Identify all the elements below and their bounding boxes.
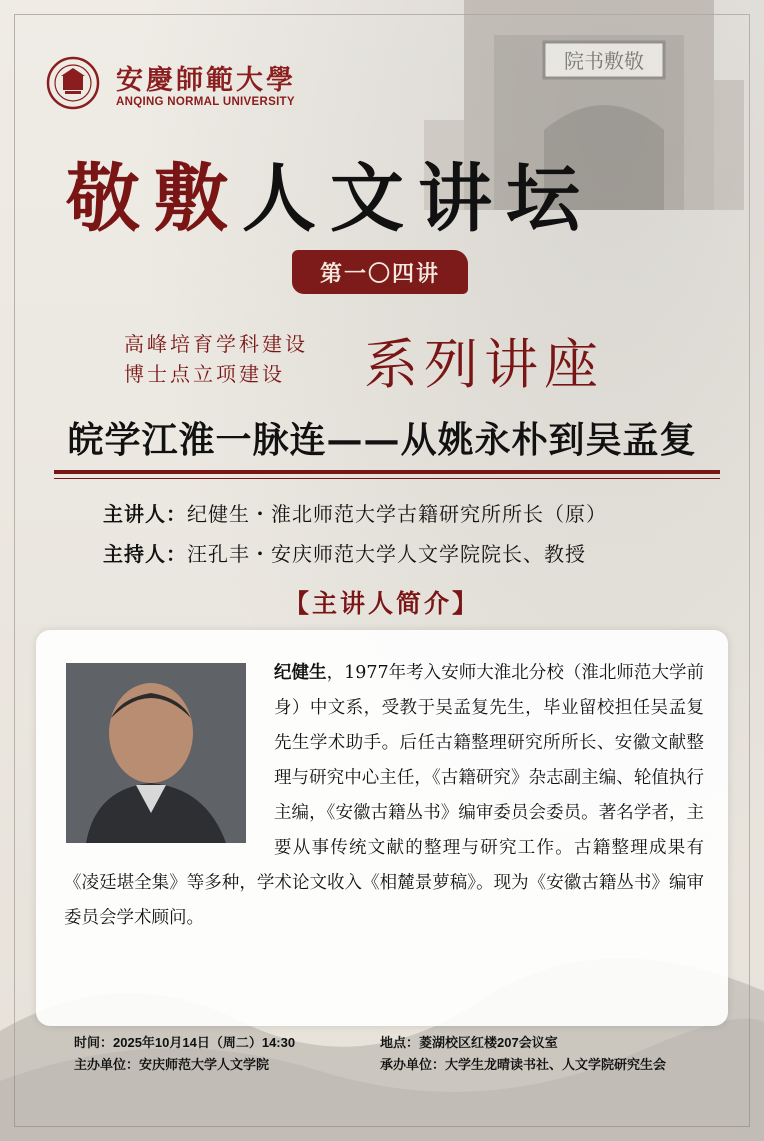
speaker-line xyxy=(103,498,607,527)
bio-card xyxy=(36,630,728,1026)
forum-title xyxy=(66,140,594,246)
series-label: 系列讲座 xyxy=(364,333,604,396)
event-time: 时间：2025年10月14日（周二）14:30 xyxy=(74,1035,296,1050)
speaker-value: 纪健生・淮北师范大学古籍研究所所长（原） xyxy=(187,502,607,526)
host-label: 主持人： xyxy=(103,542,187,566)
photo-space xyxy=(64,656,274,866)
bio-body: ，1977年考入安师大淮北分校（淮北师范大学前身）中文系，受教于吴孟复先生，毕业留校担任吴孟复先生学术助手。后任古籍整理研究所所长、安徽文献整理与研究中心主任，《古籍研究》杂志副主编、轮值执行主编，《安徽古籍丛书》编审委员会委员。著名学者，主要从事传统文献的整理与研究工作。古籍整理成果有《凌廷堪全集》等多种，学术论文收入《相麓景萝稿》。现为《安徽古籍丛书》编审委员会学术顾问。 xyxy=(64,663,704,928)
lecture-title: 皖学江淮一脉连——从姚永朴到吴孟复 xyxy=(67,419,697,461)
subtitle-1: 高峰培育学科建设 xyxy=(124,332,308,356)
episode-seal: 第一〇四讲 xyxy=(292,250,468,294)
forum-title-red: 敬敷 xyxy=(66,156,242,242)
divider-thick xyxy=(54,470,720,474)
speaker-label: 主讲人： xyxy=(103,502,187,526)
event-co-organizer: 承办单位：大学生龙晴读书社、人文学院研究生会 xyxy=(380,1057,667,1072)
bio-name: 纪健生 xyxy=(274,663,327,683)
bio-heading: 【主讲人简介】 xyxy=(283,589,480,618)
building-sign: 院书敷敬 xyxy=(564,49,644,73)
bio-text xyxy=(64,656,704,936)
forum-title-black: 人文讲坛 xyxy=(242,156,594,242)
university-name-cn: 安慶師範大學 xyxy=(116,65,296,96)
subtitle-2: 博士点立项建设 xyxy=(124,362,285,386)
university-logo xyxy=(46,56,100,110)
event-organizer: 主办单位：安庆师范大学人文学院 xyxy=(74,1057,270,1072)
university-name-en: ANQING NORMAL UNIVERSITY xyxy=(116,96,295,108)
divider-thin xyxy=(54,478,720,479)
host-line xyxy=(103,538,586,567)
host-value: 汪孔丰・安庆师范大学人文学院院长、教授 xyxy=(187,542,586,566)
event-location: 地点：菱湖校区红楼207会议室 xyxy=(380,1035,558,1050)
